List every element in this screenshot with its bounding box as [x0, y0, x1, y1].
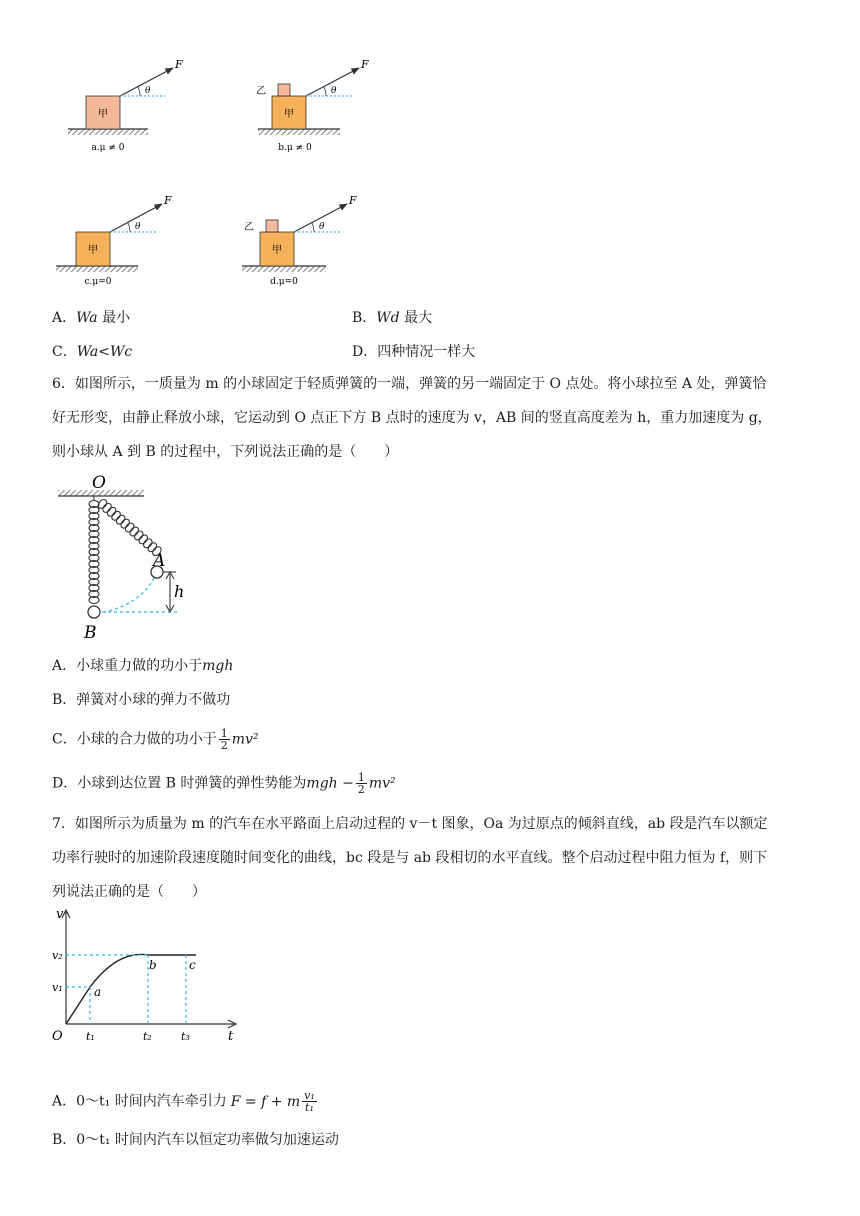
- ball-b: [88, 606, 100, 618]
- point-b-label: b: [149, 958, 157, 972]
- fraction: $\frac{1}{2}$: [357, 771, 365, 796]
- fraction: $\frac{\text{v₁}}{\text{t₁}}$: [304, 1089, 315, 1114]
- top-block-label: 乙: [256, 86, 266, 97]
- height-label: h: [174, 582, 185, 601]
- q7-stem-line3: 列说法正确的是（ ）: [52, 884, 206, 900]
- v1-label: v₁: [52, 981, 63, 994]
- t2-label: t₂: [143, 1030, 152, 1043]
- q5-option-d: D．四种情况一样大: [352, 344, 476, 360]
- t3-label: t₃: [181, 1030, 190, 1043]
- q6-stem-line1: 6．如图所示，一质量为 m 的小球固定于轻质弹簧的一端，弹簧的另一端固定于 O 点处。将小球拉至 A 处，弹簧恰: [52, 376, 767, 392]
- figure-caption: b.μ ≠ 0: [278, 143, 312, 153]
- q6-stem-line2: 好无形变，由静止释放小球，它运动到 O 点正下方 B 点时的速度为 v，AB 间的竖直高度差为 h，重力加速度为 g，: [52, 410, 772, 426]
- q7-option-a: A．0～t₁ 时间内汽车牵引力 F = f + m $\frac{\text{v₁}}{\text{t₁}}$: [52, 1089, 315, 1114]
- v2-label: v₂: [52, 949, 63, 962]
- block-label: 甲: [284, 109, 294, 120]
- t1-label: t₁: [86, 1030, 95, 1043]
- v-axis-label: v: [56, 907, 64, 922]
- force-label: F: [361, 58, 369, 71]
- q5-option-a: A．Wa 最小: [52, 310, 131, 326]
- q7-stem-line1: 7．如图所示为质量为 m 的汽车在水平路面上启动过程的 v－t 图象，Oa 为过原点的倾斜直线，ab 段是汽车以额定: [52, 816, 768, 832]
- q6-option-d: D．小球到达位置 B 时弹簧的弹性势能为mgh − $\frac{1}{2}$ mv²: [52, 771, 396, 796]
- vt-curve: [66, 954, 196, 1024]
- block-label: 甲: [98, 109, 108, 120]
- figure-caption: a.μ ≠ 0: [91, 143, 125, 153]
- block-yi-d: [266, 220, 278, 232]
- q7-option-b: B．0～t₁ 时间内汽车以恒定功率做匀加速运动: [52, 1132, 339, 1148]
- angle-label: θ: [319, 222, 325, 232]
- block-label: 甲: [272, 245, 282, 256]
- t-axis-label: t: [228, 1029, 234, 1044]
- q6-spring-figure: [50, 470, 200, 644]
- block-label: 甲: [88, 245, 98, 256]
- top-block-label: 乙: [244, 222, 254, 233]
- figure-caption: d.μ=0: [270, 277, 298, 287]
- point-a-label: a: [94, 985, 102, 999]
- q7-stem-line2: 功率行驶时的加速阶段速度随时间变化的曲线，bc 段是与 ab 段相切的水平直线。整个启动过程中阻力恒为 f，则下: [52, 850, 768, 866]
- q7-vt-graph: [46, 904, 246, 1044]
- q5-option-b: B．Wd 最大: [352, 310, 433, 326]
- figure-b: [256, 58, 369, 153]
- figure-c: [56, 194, 172, 287]
- angle-label: θ: [331, 86, 337, 96]
- figure-a: [68, 58, 183, 153]
- q6-option-c: C．小球的合力做的功小于 $\frac{1}{2}$ mv²: [52, 727, 259, 752]
- q5-figures: [40, 48, 460, 288]
- force-label: F: [175, 58, 183, 71]
- point-c-label: c: [189, 958, 196, 972]
- q6-option-b: B．弹簧对小球的弹力不做功: [52, 692, 231, 708]
- angle-label: θ: [145, 86, 151, 96]
- force-label: F: [349, 194, 357, 207]
- point-o-label: O: [92, 473, 106, 493]
- block-yi-b: [278, 84, 290, 96]
- fraction: $\frac{1}{2}$: [220, 727, 228, 752]
- q6-option-a: A．小球重力做的功小于mgh: [52, 658, 234, 674]
- angle-label: θ: [135, 222, 141, 232]
- point-a-label: A: [153, 551, 166, 571]
- q6-stem-line3: 则小球从 A 到 B 的过程中，下列说法正确的是（ ）: [52, 444, 399, 460]
- force-label: F: [164, 194, 172, 207]
- figure-d: [242, 194, 357, 287]
- q5-option-c: C．Wa<Wc: [52, 344, 133, 360]
- figure-caption: c.μ=0: [84, 277, 112, 287]
- origin-label: O: [52, 1029, 63, 1044]
- point-b-label: B: [84, 623, 97, 643]
